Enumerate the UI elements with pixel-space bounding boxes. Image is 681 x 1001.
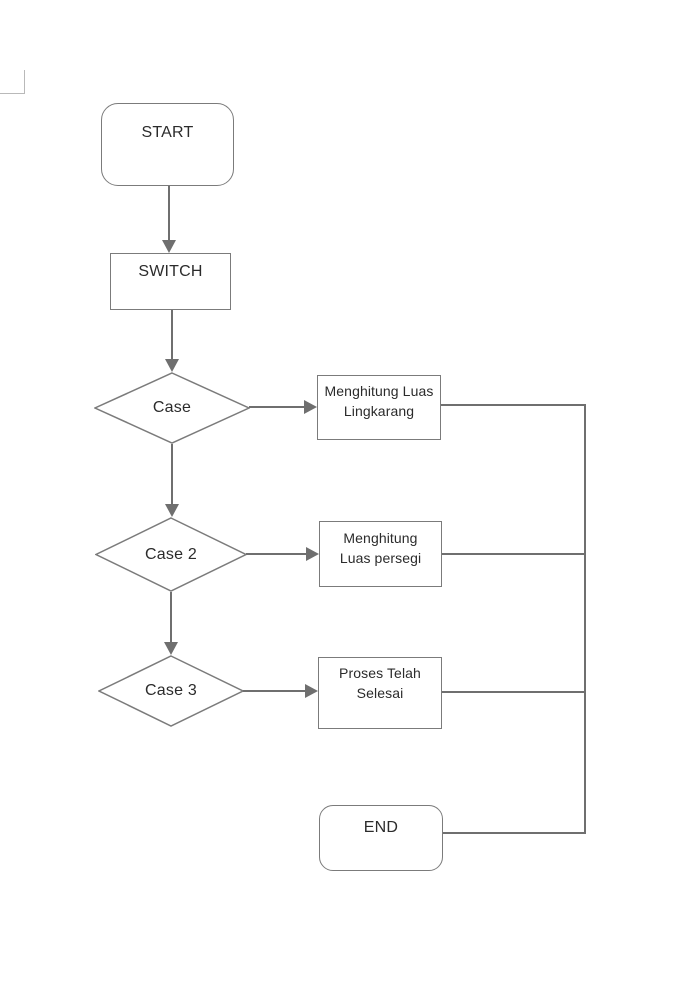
page-margin-corner-mark [0,70,25,94]
case1-label: Case [152,399,192,416]
arrowhead-case2-to-case3 [164,642,178,655]
case3-label: Case 3 [145,682,197,699]
start-node [101,103,234,186]
case2-decision-node [95,517,247,592]
process2-label [340,528,421,568]
connector-case3-to-process3 [243,690,306,692]
connector-switch-to-case1 [171,310,173,360]
arrowhead-start-to-switch [162,240,176,253]
process1-label [325,381,434,421]
case1-decision-node [94,372,250,444]
end-node [319,805,443,871]
process3-label-line1: Proses Telah [339,665,421,681]
process3-label [339,663,421,703]
connector-case2-to-process2 [246,553,307,555]
arrowhead-case1-to-process1 [304,400,317,414]
connector-case1-to-case2 [171,444,173,505]
process2-node [319,521,442,587]
process1-label-line2: Lingkarang [343,403,415,419]
connector-rail-to-end [443,832,586,834]
case3-decision-node [98,655,244,727]
connector-case1-to-process1 [249,406,305,408]
start-label: START [141,124,194,141]
switch-node [110,253,231,310]
connector-right-rail [584,404,586,834]
process2-label-line2: Luas persegi [339,550,422,566]
end-label: END [363,819,399,836]
arrowhead-case3-to-process3 [305,684,318,698]
switch-label: SWITCH [138,263,203,280]
process1-node [317,375,441,440]
arrowhead-switch-to-case1 [165,359,179,372]
connector-start-to-switch [168,186,170,241]
process3-label-line2: Selesai [356,685,404,701]
process2-label-line1: Menghitung [343,530,418,546]
process3-node [318,657,442,729]
case2-label: Case 2 [145,545,197,563]
connector-case2-to-case3 [170,592,172,643]
connector-process3-to-rail [442,691,586,693]
arrowhead-case1-to-case2 [165,504,179,517]
connector-process2-to-rail [442,553,586,555]
arrowhead-case2-to-process2 [306,547,319,561]
process1-label-line1: Menghitung Luas [324,383,434,399]
connector-process1-to-rail [441,404,586,406]
